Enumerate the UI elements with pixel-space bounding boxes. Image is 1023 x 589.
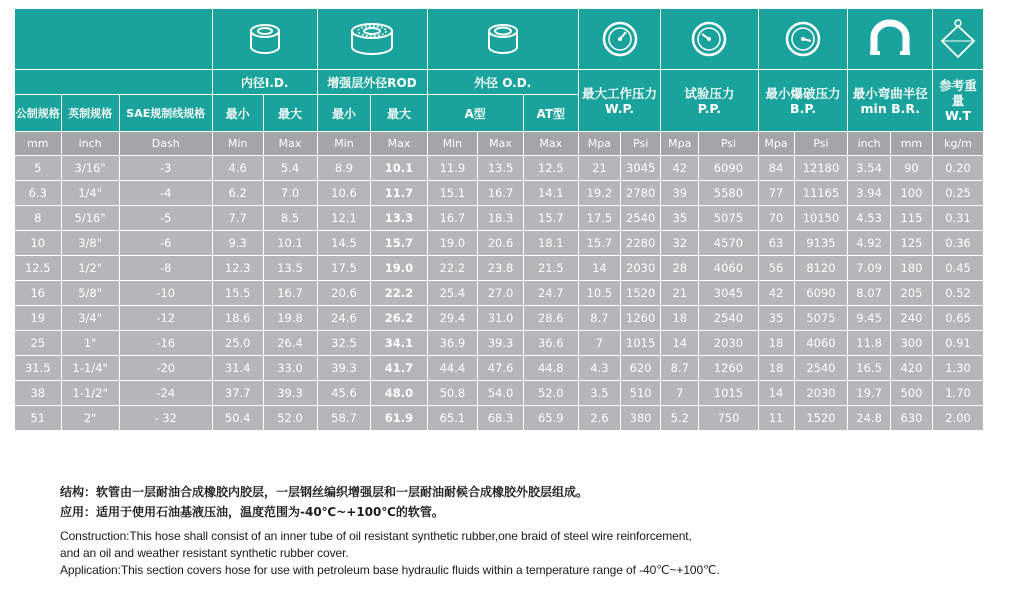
table-cell: 20.6 — [478, 231, 523, 256]
table-cell: 0.52 — [933, 281, 984, 306]
table-cell: 3.54 — [848, 156, 890, 181]
table-cell: 420 — [890, 356, 932, 381]
table-cell: 5580 — [699, 181, 758, 206]
unit-cell: inch — [848, 132, 890, 156]
table-cell: 125 — [890, 231, 932, 256]
table-cell: 8.07 — [848, 281, 890, 306]
wt-group-label — [933, 70, 984, 132]
nominal-size-header: 公制规格 — [15, 95, 62, 132]
table-cell: 11.8 — [848, 331, 890, 356]
unit-cell: mm — [890, 132, 932, 156]
unit-cell: kg/m — [933, 132, 984, 156]
table-cell: 77 — [758, 181, 794, 206]
table-cell: 84 — [758, 156, 794, 181]
unit-cell: Mpa — [578, 132, 620, 156]
table-cell: 0.25 — [933, 181, 984, 206]
table-cell: 1015 — [621, 331, 661, 356]
table-cell: 15.5 — [212, 281, 263, 306]
table-cell: 6090 — [794, 281, 848, 306]
table-cell: 47.6 — [478, 356, 523, 381]
table-cell: 240 — [890, 306, 932, 331]
header-blank-label — [15, 70, 213, 95]
pp-group-label — [661, 70, 758, 132]
table-cell: 4.6 — [212, 156, 263, 181]
table-cell: 18 — [758, 331, 794, 356]
rod-max-header: 最大 — [371, 95, 427, 132]
table-cell: 25 — [15, 331, 62, 356]
reinforcement-od-icon — [346, 17, 398, 61]
table-cell: 16.7 — [263, 281, 317, 306]
table-cell: 300 — [890, 331, 932, 356]
table-cell: 23.8 — [478, 256, 523, 281]
table-cell: 5 — [15, 156, 62, 181]
table-cell: 44.8 — [523, 356, 578, 381]
table-cell: 4570 — [699, 231, 758, 256]
table-cell: 42 — [661, 156, 699, 181]
table-cell: 52.0 — [523, 381, 578, 406]
table-row — [15, 156, 984, 181]
unit-cell: Min — [212, 132, 263, 156]
unit-cell: mm — [15, 132, 62, 156]
table-cell: -8 — [119, 256, 212, 281]
table-cell: 9135 — [794, 231, 848, 256]
id-group-label: 内径I.D. — [212, 70, 317, 95]
table-cell: 20.6 — [317, 281, 371, 306]
table-cell: 4.92 — [848, 231, 890, 256]
table-cell: 42 — [758, 281, 794, 306]
table-cell: 38 — [15, 381, 62, 406]
table-cell: 39.3 — [478, 331, 523, 356]
id-icon-cell — [212, 9, 317, 70]
table-cell: 21.5 — [523, 256, 578, 281]
table-cell: -12 — [119, 306, 212, 331]
table-cell: 4.53 — [848, 206, 890, 231]
table-cell: -3 — [119, 156, 212, 181]
weight-icon — [938, 17, 978, 61]
table-cell: 16 — [15, 281, 62, 306]
table-cell: 11 — [758, 406, 794, 431]
table-cell: 19 — [15, 306, 62, 331]
unit-cell: Psi — [699, 132, 758, 156]
table-cell: 19.7 — [848, 381, 890, 406]
table-cell: 6.2 — [212, 181, 263, 206]
table-cell: 24.7 — [523, 281, 578, 306]
table-cell: 28.6 — [523, 306, 578, 331]
table-row — [15, 206, 984, 231]
table-cell: 2030 — [621, 256, 661, 281]
od-a-type-header: A型 — [427, 95, 523, 132]
unit-cell: Max — [478, 132, 523, 156]
table-row — [15, 231, 984, 256]
table-cell: 41.7 — [371, 356, 427, 381]
table-row — [15, 281, 984, 306]
table-cell: 8.5 — [263, 206, 317, 231]
construction-note-en-2: and an oil and weather resistant synthetic rubber cover. — [60, 546, 349, 560]
table-cell: 28 — [661, 256, 699, 281]
table-cell: 33.0 — [263, 356, 317, 381]
table-cell: 90 — [890, 156, 932, 181]
table-cell: 15.1 — [427, 181, 478, 206]
br-label-en: min B.R. — [860, 100, 920, 116]
table-cell: 12.1 — [317, 206, 371, 231]
table-cell: 2540 — [794, 356, 848, 381]
wt-label-cn: 参考重量 — [939, 78, 977, 108]
unit-cell: inch — [61, 132, 119, 156]
unit-cell: Psi — [621, 132, 661, 156]
table-cell: 19.8 — [263, 306, 317, 331]
id-min-header: 最小 — [212, 95, 263, 132]
notes-section — [60, 482, 1000, 579]
table-cell: 31.0 — [478, 306, 523, 331]
table-cell: 5075 — [699, 206, 758, 231]
table-cell: 500 — [890, 381, 932, 406]
table-cell: 58.7 — [317, 406, 371, 431]
table-cell: 3.5 — [578, 381, 620, 406]
construction-note-en-1: Construction:This hose shall consist of an inner tube of oil resistant synthetic rubber,one braid of steel wire reinforcement, — [60, 529, 692, 543]
table-cell: 32 — [661, 231, 699, 256]
spec-sheet — [14, 8, 984, 431]
imperial-size-header: 英制规格 — [61, 95, 119, 132]
table-cell: 8.9 — [317, 156, 371, 181]
table-cell: 15.7 — [371, 231, 427, 256]
table-cell: 14 — [578, 256, 620, 281]
table-cell: 16.7 — [478, 181, 523, 206]
table-cell: 380 — [621, 406, 661, 431]
table-cell: 12180 — [794, 156, 848, 181]
table-cell: 13.5 — [263, 256, 317, 281]
hose-id-icon — [243, 17, 287, 61]
table-cell: 0.65 — [933, 306, 984, 331]
table-cell: 10150 — [794, 206, 848, 231]
unit-cell: Min — [317, 132, 371, 156]
table-cell: -20 — [119, 356, 212, 381]
bend-radius-icon — [866, 19, 914, 59]
table-cell: 2.6 — [578, 406, 620, 431]
table-cell: 51 — [15, 406, 62, 431]
rod-min-header: 最小 — [317, 95, 371, 132]
table-cell: 2540 — [699, 306, 758, 331]
table-cell: 10.6 — [317, 181, 371, 206]
rod-icon-cell — [317, 9, 427, 70]
table-cell: 8.7 — [578, 306, 620, 331]
table-cell: 68.3 — [478, 406, 523, 431]
unit-cell: Max — [371, 132, 427, 156]
table-cell: -4 — [119, 181, 212, 206]
application-note-en: Application:This section covers hose for use with petroleum base hydraulic fluids within a temperature range of -40℃~+100℃. — [60, 563, 720, 577]
hose-od-icon — [481, 17, 525, 61]
table-row — [15, 306, 984, 331]
table-cell: 15.7 — [523, 206, 578, 231]
table-cell: 26.4 — [263, 331, 317, 356]
table-cell: 14.5 — [317, 231, 371, 256]
table-cell: 4060 — [699, 256, 758, 281]
wt-label-en: W.T — [945, 108, 972, 123]
unit-cell: Mpa — [758, 132, 794, 156]
table-cell: 21 — [578, 156, 620, 181]
table-cell: 15.7 — [578, 231, 620, 256]
table-row — [15, 181, 984, 206]
table-cell: 0.45 — [933, 256, 984, 281]
table-cell: 12.5 — [15, 256, 62, 281]
table-cell: 510 — [621, 381, 661, 406]
table-cell: 7.7 — [212, 206, 263, 231]
table-cell: 7 — [578, 331, 620, 356]
table-cell: 50.4 — [212, 406, 263, 431]
table-cell: 18 — [758, 356, 794, 381]
table-cell: 5.2 — [661, 406, 699, 431]
unit-cell: Min — [427, 132, 478, 156]
table-cell: 5/16" — [61, 206, 119, 231]
wp-group-label — [578, 70, 661, 132]
wp-label-en: W.P. — [604, 100, 635, 116]
table-cell: 14.1 — [523, 181, 578, 206]
table-row — [15, 356, 984, 381]
table-cell: 2.00 — [933, 406, 984, 431]
table-cell: 2280 — [621, 231, 661, 256]
table-cell: 52.0 — [263, 406, 317, 431]
table-cell: 25.0 — [212, 331, 263, 356]
table-cell: 13.3 — [371, 206, 427, 231]
unit-cell: Max — [523, 132, 578, 156]
bp-icon-cell — [758, 9, 848, 70]
table-cell: 100 — [890, 181, 932, 206]
wp-label-cn: 最大工作压力 — [581, 85, 657, 101]
pp-label-cn: 试验压力 — [684, 85, 735, 101]
bp-gauge-icon — [783, 19, 823, 59]
table-cell: 2780 — [621, 181, 661, 206]
table-cell: 9.3 — [212, 231, 263, 256]
table-cell: 1520 — [794, 406, 848, 431]
table-cell: 10.5 — [578, 281, 620, 306]
table-cell: 14 — [758, 381, 794, 406]
table-cell: 1-1/2" — [61, 381, 119, 406]
table-cell: 11165 — [794, 181, 848, 206]
table-row — [15, 406, 984, 431]
table-cell: 16.5 — [848, 356, 890, 381]
table-cell: 31.5 — [15, 356, 62, 381]
table-cell: 630 — [890, 406, 932, 431]
table-cell: 37.7 — [212, 381, 263, 406]
table-cell: 1-1/4" — [61, 356, 119, 381]
table-cell: 65.9 — [523, 406, 578, 431]
table-cell: 29.4 — [427, 306, 478, 331]
table-cell: 18.3 — [478, 206, 523, 231]
table-cell: 70 — [758, 206, 794, 231]
table-cell: 19.0 — [427, 231, 478, 256]
table-cell: 36.9 — [427, 331, 478, 356]
table-cell: 7.09 — [848, 256, 890, 281]
table-cell: 63 — [758, 231, 794, 256]
table-cell: 2" — [61, 406, 119, 431]
table-cell: 10.1 — [371, 156, 427, 181]
application-note-cn: 应用：适用于使用石油基液压油，温度范围为-40℃~+100℃的软管。 — [60, 505, 444, 519]
table-cell: -6 — [119, 231, 212, 256]
table-cell: 27.0 — [478, 281, 523, 306]
table-cell: 36.6 — [523, 331, 578, 356]
structure-note-cn: 结构：软管由一层耐油合成橡胶内胶层，一层钢丝编织增强层和一层耐油耐候合成橡胶外胶层组成。 — [60, 485, 589, 499]
table-cell: 35 — [758, 306, 794, 331]
table-cell: 1015 — [699, 381, 758, 406]
table-cell: 19.2 — [578, 181, 620, 206]
table-cell: - 32 — [119, 406, 212, 431]
table-cell: 18.6 — [212, 306, 263, 331]
table-cell: 18.1 — [523, 231, 578, 256]
table-cell: 48.0 — [371, 381, 427, 406]
table-cell: 32.5 — [317, 331, 371, 356]
table-cell: 24.6 — [317, 306, 371, 331]
table-cell: 8.7 — [661, 356, 699, 381]
table-cell: 56 — [758, 256, 794, 281]
unit-row — [15, 132, 984, 156]
table-cell: 0.91 — [933, 331, 984, 356]
table-cell: 25.4 — [427, 281, 478, 306]
table-cell: 17.5 — [317, 256, 371, 281]
pp-label-en: P.P. — [697, 100, 722, 116]
table-cell: 1/2" — [61, 256, 119, 281]
table-cell: 50.8 — [427, 381, 478, 406]
table-cell: 2030 — [794, 381, 848, 406]
table-cell: 0.20 — [933, 156, 984, 181]
table-cell: 17.5 — [578, 206, 620, 231]
br-icon-cell — [848, 9, 933, 70]
table-cell: 1260 — [699, 356, 758, 381]
unit-cell: Psi — [794, 132, 848, 156]
table-cell: 1260 — [621, 306, 661, 331]
table-row — [15, 256, 984, 281]
table-cell: 1520 — [621, 281, 661, 306]
table-cell: 44.4 — [427, 356, 478, 381]
od-group-label: 外径 O.D. — [427, 70, 578, 95]
table-cell: 19.0 — [371, 256, 427, 281]
table-cell: 4060 — [794, 331, 848, 356]
sae-dash-header: SAE规制线规格 — [119, 95, 212, 132]
table-cell: 3.94 — [848, 181, 890, 206]
table-cell: 11.9 — [427, 156, 478, 181]
table-cell: 5.4 — [263, 156, 317, 181]
table-cell: 18 — [661, 306, 699, 331]
table-cell: 21 — [661, 281, 699, 306]
table-cell: 11.7 — [371, 181, 427, 206]
table-cell: -24 — [119, 381, 212, 406]
br-label-cn: 最小弯曲半径 — [852, 85, 928, 101]
table-cell: 65.1 — [427, 406, 478, 431]
wt-icon-cell — [933, 9, 984, 70]
table-cell: 7 — [661, 381, 699, 406]
table-cell: 1.70 — [933, 381, 984, 406]
pp-icon-cell — [661, 9, 758, 70]
table-cell: 3/8" — [61, 231, 119, 256]
table-cell: 3045 — [699, 281, 758, 306]
table-cell: 13.5 — [478, 156, 523, 181]
table-cell: 26.2 — [371, 306, 427, 331]
unit-cell: Dash — [119, 132, 212, 156]
table-cell: -10 — [119, 281, 212, 306]
pp-gauge-icon — [689, 19, 729, 59]
table-cell: 620 — [621, 356, 661, 381]
table-cell: -5 — [119, 206, 212, 231]
table-cell: 8120 — [794, 256, 848, 281]
table-cell: 115 — [890, 206, 932, 231]
table-cell: 10.1 — [263, 231, 317, 256]
table-cell: 14 — [661, 331, 699, 356]
table-cell: 180 — [890, 256, 932, 281]
table-cell: 1" — [61, 331, 119, 356]
table-cell: 0.31 — [933, 206, 984, 231]
table-cell: 5/8" — [61, 281, 119, 306]
table-row — [15, 331, 984, 356]
table-cell: 39.3 — [263, 381, 317, 406]
table-cell: 5075 — [794, 306, 848, 331]
table-cell: 7.0 — [263, 181, 317, 206]
br-group-label — [848, 70, 933, 132]
table-cell: 9.45 — [848, 306, 890, 331]
table-cell: 1.30 — [933, 356, 984, 381]
table-cell: 16.7 — [427, 206, 478, 231]
table-cell: 2540 — [621, 206, 661, 231]
table-cell: 6.3 — [15, 181, 62, 206]
table-cell: 35 — [661, 206, 699, 231]
table-cell: 3/4" — [61, 306, 119, 331]
table-cell: 4.3 — [578, 356, 620, 381]
wp-icon-cell — [578, 9, 661, 70]
table-cell: 10 — [15, 231, 62, 256]
od-at-type-header: AT型 — [523, 95, 578, 132]
unit-cell: Mpa — [661, 132, 699, 156]
wp-gauge-icon — [600, 19, 640, 59]
data-body — [15, 156, 984, 431]
table-cell: 31.4 — [212, 356, 263, 381]
table-cell: 34.1 — [371, 331, 427, 356]
table-cell: 54.0 — [478, 381, 523, 406]
table-row — [15, 381, 984, 406]
id-max-header: 最大 — [263, 95, 317, 132]
table-cell: 3/16" — [61, 156, 119, 181]
unit-cell: Max — [263, 132, 317, 156]
table-cell: 6090 — [699, 156, 758, 181]
od-icon-cell — [427, 9, 578, 70]
table-cell: 39 — [661, 181, 699, 206]
table-cell: 39.3 — [317, 356, 371, 381]
table-cell: 12.5 — [523, 156, 578, 181]
table-cell: 205 — [890, 281, 932, 306]
table-cell: 12.3 — [212, 256, 263, 281]
table-cell: 3045 — [621, 156, 661, 181]
header-blank-area — [15, 9, 213, 70]
table-cell: 45.6 — [317, 381, 371, 406]
bp-group-label — [758, 70, 848, 132]
bp-label-en: B.P. — [790, 100, 816, 116]
table-cell: 750 — [699, 406, 758, 431]
bp-label-cn: 最小爆破压力 — [765, 85, 841, 101]
table-cell: 61.9 — [371, 406, 427, 431]
table-cell: -16 — [119, 331, 212, 356]
table-cell: 24.8 — [848, 406, 890, 431]
table-cell: 22.2 — [371, 281, 427, 306]
table-cell: 8 — [15, 206, 62, 231]
table-cell: 22.2 — [427, 256, 478, 281]
table-cell: 2030 — [699, 331, 758, 356]
table-cell: 0.36 — [933, 231, 984, 256]
table-cell: 1/4" — [61, 181, 119, 206]
rod-group-label: 增强层外径ROD — [317, 70, 427, 95]
hose-spec-table — [14, 8, 984, 431]
